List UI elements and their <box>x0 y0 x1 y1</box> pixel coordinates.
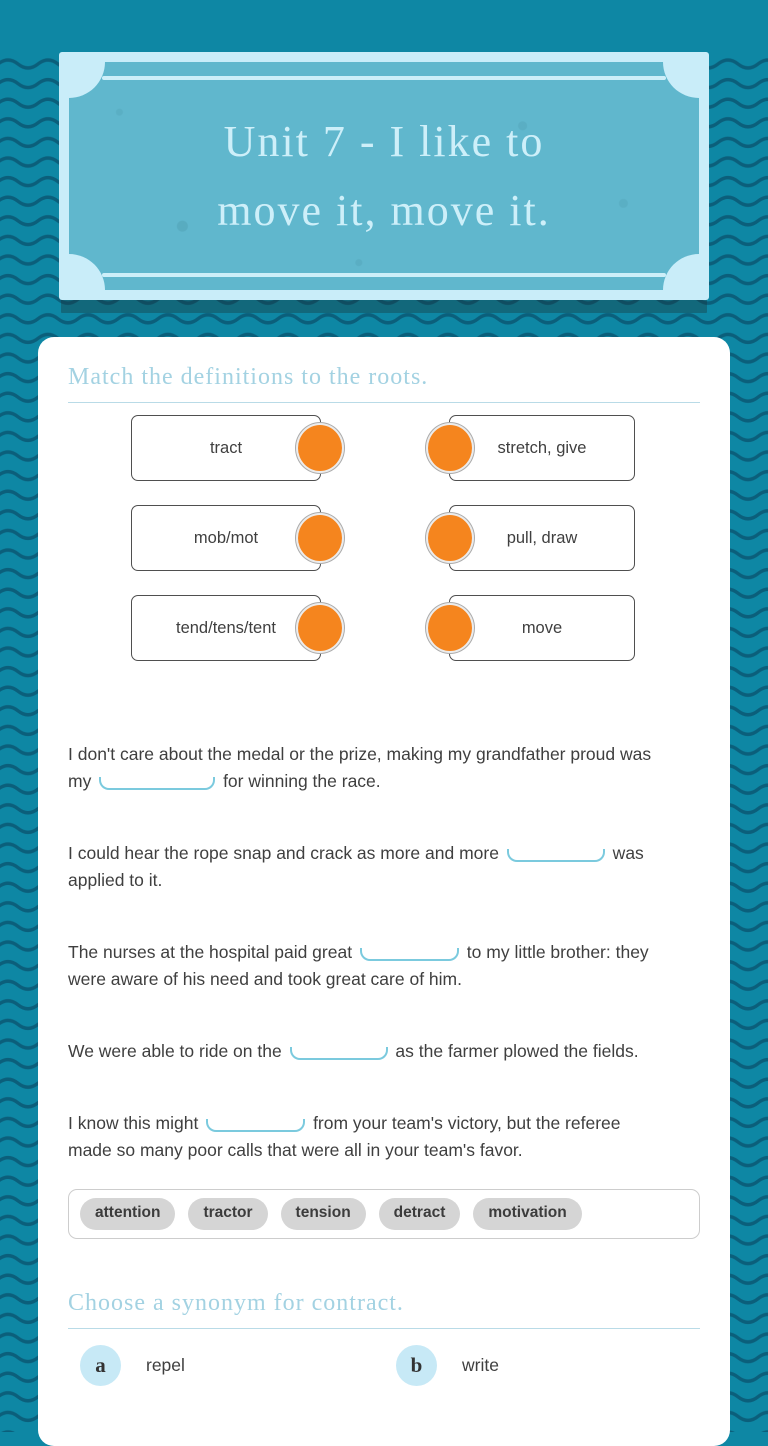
multiple-choice-section <box>68 1289 700 1386</box>
fill-in-sentence <box>68 1110 700 1164</box>
sentence-text: my <box>68 771 97 791</box>
match-item-label: pull, draw <box>506 528 578 547</box>
word-bank-item[interactable]: motivation <box>473 1198 581 1230</box>
sentence-text: We were able to ride on the <box>68 1041 287 1061</box>
matching-section-title: Match the definitions to the roots. <box>68 364 429 390</box>
sentence-text: were aware of his need and took great care of him. <box>68 969 462 989</box>
word-bank-item[interactable]: tension <box>281 1198 366 1230</box>
choice-options-row <box>68 1345 700 1386</box>
header-decorative-line <box>102 76 666 80</box>
corner-notch-decoration <box>663 62 699 98</box>
match-item-label: tract <box>209 438 243 457</box>
fill-in-blank-section <box>68 741 700 1164</box>
choice-option[interactable] <box>384 1345 700 1386</box>
fill-in-sentence <box>68 840 700 894</box>
word-bank-item[interactable]: tractor <box>188 1198 267 1230</box>
match-item-box <box>449 415 635 481</box>
match-connector-dot[interactable] <box>428 515 472 561</box>
worksheet-card <box>38 337 730 1446</box>
match-item-label: mob/mot <box>193 528 259 547</box>
worksheet-header-card <box>59 52 709 300</box>
match-connector-dot[interactable] <box>428 605 472 651</box>
word-bank <box>68 1189 700 1239</box>
header-inner-panel <box>69 62 699 290</box>
section-divider <box>68 402 700 403</box>
sentence-text: made so many poor calls that were all in your team's favor. <box>68 1140 523 1160</box>
match-item-box <box>449 505 635 571</box>
corner-notch-decoration <box>69 254 105 290</box>
sentence-text: to my little brother: they <box>461 942 649 962</box>
match-connector-dot[interactable] <box>298 605 342 651</box>
fill-in-sentence <box>68 741 700 795</box>
sentence-text: I don't care about the medal or the prize, making my grandfather proud was <box>68 744 652 764</box>
matching-left-column <box>131 415 321 685</box>
match-item-box <box>131 415 321 481</box>
choice-option[interactable] <box>68 1345 384 1386</box>
sentence-text: I know this might <box>68 1113 204 1133</box>
worksheet-title-line-1: Unit 7 - I like to <box>223 117 545 166</box>
corner-notch-decoration <box>69 62 105 98</box>
sentence-text: for winning the race. <box>218 771 381 791</box>
section-divider <box>68 1328 700 1329</box>
sentence-text: I could hear the rope snap and crack as more and more <box>68 843 504 863</box>
match-item-label: stretch, give <box>497 438 587 457</box>
match-item-box <box>131 595 321 661</box>
answer-blank[interactable] <box>290 1047 388 1060</box>
match-item-label: move <box>521 618 563 637</box>
match-item-box <box>449 595 635 661</box>
word-bank-item[interactable]: attention <box>80 1198 175 1230</box>
option-letter-badge[interactable]: a <box>80 1345 121 1386</box>
answer-blank[interactable] <box>206 1119 305 1132</box>
option-label: repel <box>146 1354 185 1375</box>
worksheet-title-line-2: move it, move it. <box>217 186 551 235</box>
sentence-text: as the farmer plowed the fields. <box>390 1041 639 1061</box>
matching-grid <box>131 415 635 685</box>
worksheet-page <box>0 52 768 1446</box>
answer-blank[interactable] <box>507 849 605 862</box>
word-bank-item[interactable]: detract <box>379 1198 461 1230</box>
match-item-label: tend/tens/tent <box>176 618 276 637</box>
answer-blank[interactable] <box>99 777 215 790</box>
fill-in-sentence <box>68 939 700 993</box>
choice-section-title: Choose a synonym for contract. <box>68 1289 404 1316</box>
option-label: write <box>462 1354 499 1375</box>
sentence-text: applied to it. <box>68 870 163 890</box>
answer-blank[interactable] <box>360 948 459 961</box>
header-decorative-line <box>102 273 666 277</box>
sentence-text: The nurses at the hospital paid great <box>68 942 357 962</box>
fill-in-sentence <box>68 1038 700 1065</box>
matching-section <box>68 363 700 685</box>
match-connector-dot[interactable] <box>428 425 472 471</box>
matching-right-column <box>449 415 635 685</box>
match-connector-dot[interactable] <box>298 425 342 471</box>
worksheet-title <box>217 107 550 245</box>
sentence-text: was <box>607 843 644 863</box>
sentence-text: from your team's victory, but the referee <box>308 1113 621 1133</box>
match-connector-dot[interactable] <box>298 515 342 561</box>
match-item-box <box>131 505 321 571</box>
corner-notch-decoration <box>663 254 699 290</box>
option-letter-badge[interactable]: b <box>396 1345 437 1386</box>
